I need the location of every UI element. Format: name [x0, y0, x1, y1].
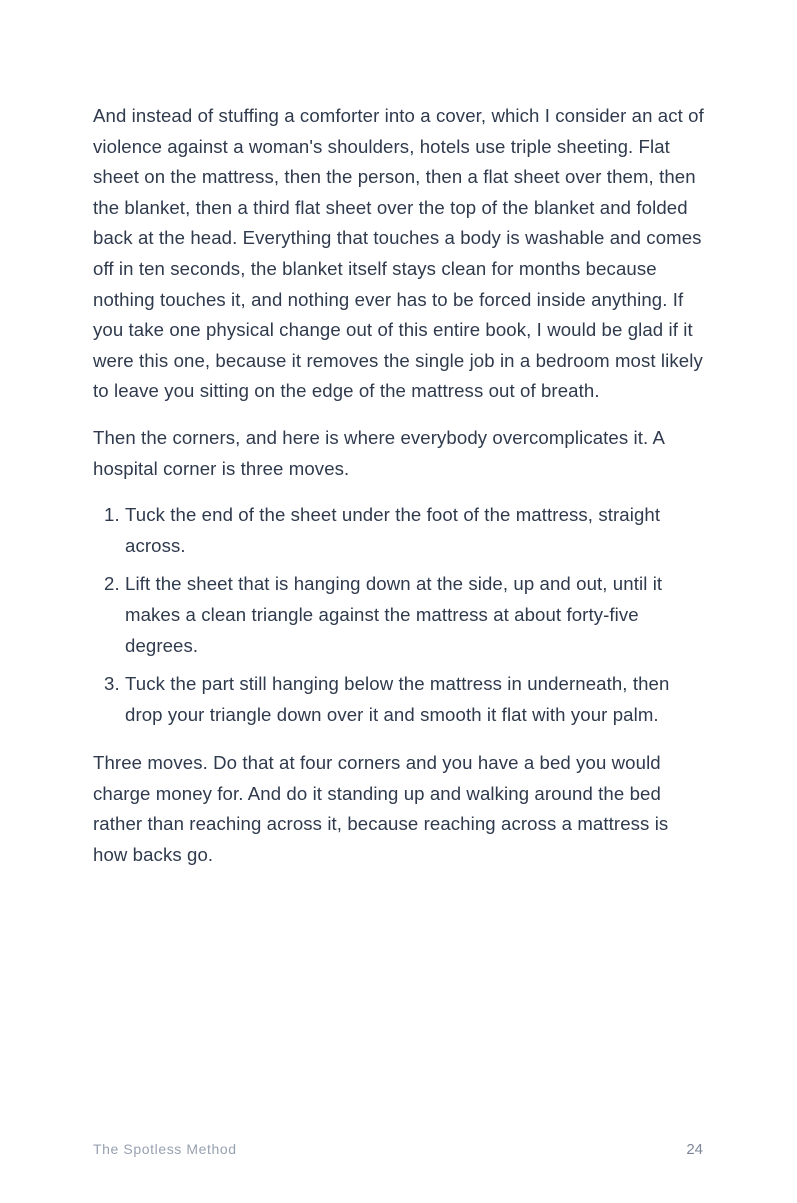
numbered-steps-list: [93, 500, 705, 730]
page-footer: [93, 1141, 703, 1158]
body-paragraph: Three moves. Do that at four corners and you have a bed you would charge money for. And do it standing up and walking around the bed rather than reaching across it, because reaching across a mattress is how backs go.: [93, 752, 669, 866]
book-title: The Spotless Method: [93, 1141, 237, 1157]
page-content: [93, 101, 705, 887]
list-item: 3. Tuck the part still hanging below the mattress in underneath, then drop your triangle down over it and smooth it flat with your palm.: [125, 669, 705, 730]
page-number: 24: [686, 1141, 703, 1158]
list-item: 2. Lift the sheet that is hanging down at the side, up and out, until it makes a clean triangle against the mattress at about forty-five degrees.: [125, 569, 705, 661]
list-item: 1. Tuck the end of the sheet under the foot of the mattress, straight across.: [125, 500, 705, 561]
body-paragraph: Then the corners, and here is where everybody overcomplicates it. A hospital corner is three moves.: [93, 426, 665, 479]
body-paragraph: And instead of stuffing a comforter into a cover, which I consider an act of violence against a woman's shoulders, hotels use triple sheeting. Flat sheet on the mattress, then the person, then a flat sheet over them, then the blanket, then a third flat sheet over the top of the blanket and folded back at the head. Everything that touches a body is washable and comes off in ten seconds, the blanket itself stays clean for months because nothing touches it, and nothing ever has to be forced inside anything. If you take one physical change out of this entire book, I would be glad if it were this one, because it removes the single job in a bedroom most likely to leave you sitting on the edge of the mattress out of breath.: [93, 105, 704, 402]
